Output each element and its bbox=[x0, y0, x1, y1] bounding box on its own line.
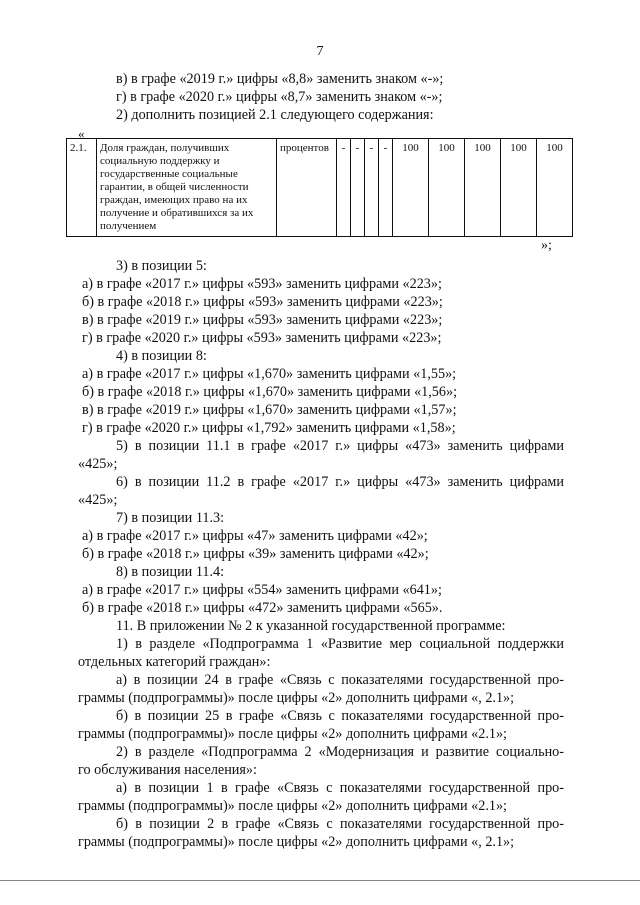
text-line: б) в позиции 25 в графе «Связь с показателями государственной про- bbox=[116, 708, 564, 724]
text-line: а) в графе «2017 г.» цифры «593» заменить цифрами «223»; bbox=[82, 276, 442, 292]
text-line: г) в графе «2020 г.» цифры «1,792» заменить цифрами «1,58»; bbox=[82, 420, 456, 436]
text-line: б) в графе «2018 г.» цифры «39» заменить цифрами «42»; bbox=[82, 546, 429, 562]
value-cell: 100 bbox=[501, 139, 537, 237]
text-line: граммы (подпрограммы)» после цифры «2» дополнить цифрами «2.1»; bbox=[78, 798, 507, 814]
text-line: «425»; bbox=[78, 456, 118, 472]
value-cell: - bbox=[365, 139, 379, 237]
value-cell: 100 bbox=[537, 139, 573, 237]
text-line: 4) в позиции 8: bbox=[116, 348, 207, 364]
text-line: б) в графе «2018 г.» цифры «1,670» заменить цифрами «1,56»; bbox=[82, 384, 458, 400]
insert-table bbox=[66, 138, 573, 237]
text-line: г) в графе «2020 г.» цифры «8,7» заменить знаком «-»; bbox=[116, 89, 443, 105]
text-line: б) в графе «2018 г.» цифры «472» заменить цифрами «565». bbox=[82, 600, 443, 616]
unit-cell: процентов bbox=[277, 139, 337, 237]
text-line: б) в графе «2018 г.» цифры «593» заменить цифрами «223»; bbox=[82, 294, 443, 310]
closing-quote: »; bbox=[541, 238, 552, 253]
text-line: в) в графе «2019 г.» цифры «1,670» заменить цифрами «1,57»; bbox=[82, 402, 457, 418]
value-cell: 100 bbox=[393, 139, 429, 237]
text-line: 2) дополнить позицией 2.1 следующего содержания: bbox=[116, 107, 434, 123]
text-line: го обслуживания населения»: bbox=[78, 762, 257, 778]
text-line: 8) в позиции 11.4: bbox=[116, 564, 225, 580]
text-line: в) в графе «2019 г.» цифры «8,8» заменить знаком «-»; bbox=[116, 71, 444, 87]
text-line: 3) в позиции 5: bbox=[116, 258, 207, 274]
text-line: граммы (подпрограммы)» после цифры «2» дополнить цифрами «, 2.1»; bbox=[78, 834, 515, 850]
text-line: а) в графе «2017 г.» цифры «1,670» заменить цифрами «1,55»; bbox=[82, 366, 457, 382]
text-line: 1) в разделе «Подпрограмма 1 «Развитие мер социальной поддержки bbox=[116, 636, 564, 652]
value-cell: 100 bbox=[465, 139, 501, 237]
value-cell: 100 bbox=[429, 139, 465, 237]
value-cell: - bbox=[351, 139, 365, 237]
text-line: 7) в позиции 11.3: bbox=[116, 510, 225, 526]
text-line: 2) в разделе «Подпрограмма 2 «Модернизация и развитие социально- bbox=[116, 744, 564, 760]
opening-quote: « bbox=[78, 126, 85, 141]
text-line: в) в графе «2019 г.» цифры «593» заменить цифрами «223»; bbox=[82, 312, 443, 328]
text-line: б) в позиции 2 в графе «Связь с показателями государственной про- bbox=[116, 816, 564, 832]
text-line: граммы (подпрограммы)» после цифры «2» дополнить цифрами «, 2.1»; bbox=[78, 690, 515, 706]
text-line: отдельных категорий граждан»: bbox=[78, 654, 271, 670]
value-cell: - bbox=[379, 139, 393, 237]
value-cell: - bbox=[337, 139, 351, 237]
text-line: а) в позиции 24 в графе «Связь с показателями государственной про- bbox=[116, 672, 564, 688]
text-line: 6) в позиции 11.2 в графе «2017 г.» цифры «473» заменить цифрами bbox=[116, 474, 564, 490]
text-line: а) в позиции 1 в графе «Связь с показателями государственной про- bbox=[116, 780, 564, 796]
bottom-rule bbox=[0, 880, 640, 881]
text-line: г) в графе «2020 г.» цифры «593» заменить цифрами «223»; bbox=[82, 330, 442, 346]
text-line: «425»; bbox=[78, 492, 118, 508]
table-row bbox=[67, 139, 573, 237]
position-number: 2.1. bbox=[67, 139, 97, 237]
text-line: 11. В приложении № 2 к указанной государственной программе: bbox=[116, 618, 506, 634]
text-line: граммы (подпрограммы)» после цифры «2» дополнить цифрами «2.1»; bbox=[78, 726, 507, 742]
text-line: а) в графе «2017 г.» цифры «47» заменить цифрами «42»; bbox=[82, 528, 428, 544]
text-line: а) в графе «2017 г.» цифры «554» заменить цифрами «641»; bbox=[82, 582, 442, 598]
text-line: 5) в позиции 11.1 в графе «2017 г.» цифры «473» заменить цифрами bbox=[116, 438, 564, 454]
indicator-text: Доля граждан, получивших социальную поддержку и государственные социальные гарантии, в общей численности граждан, имеющих право на их получение и обратившихся за их получением bbox=[97, 139, 277, 237]
page-number: 7 bbox=[316, 44, 324, 59]
